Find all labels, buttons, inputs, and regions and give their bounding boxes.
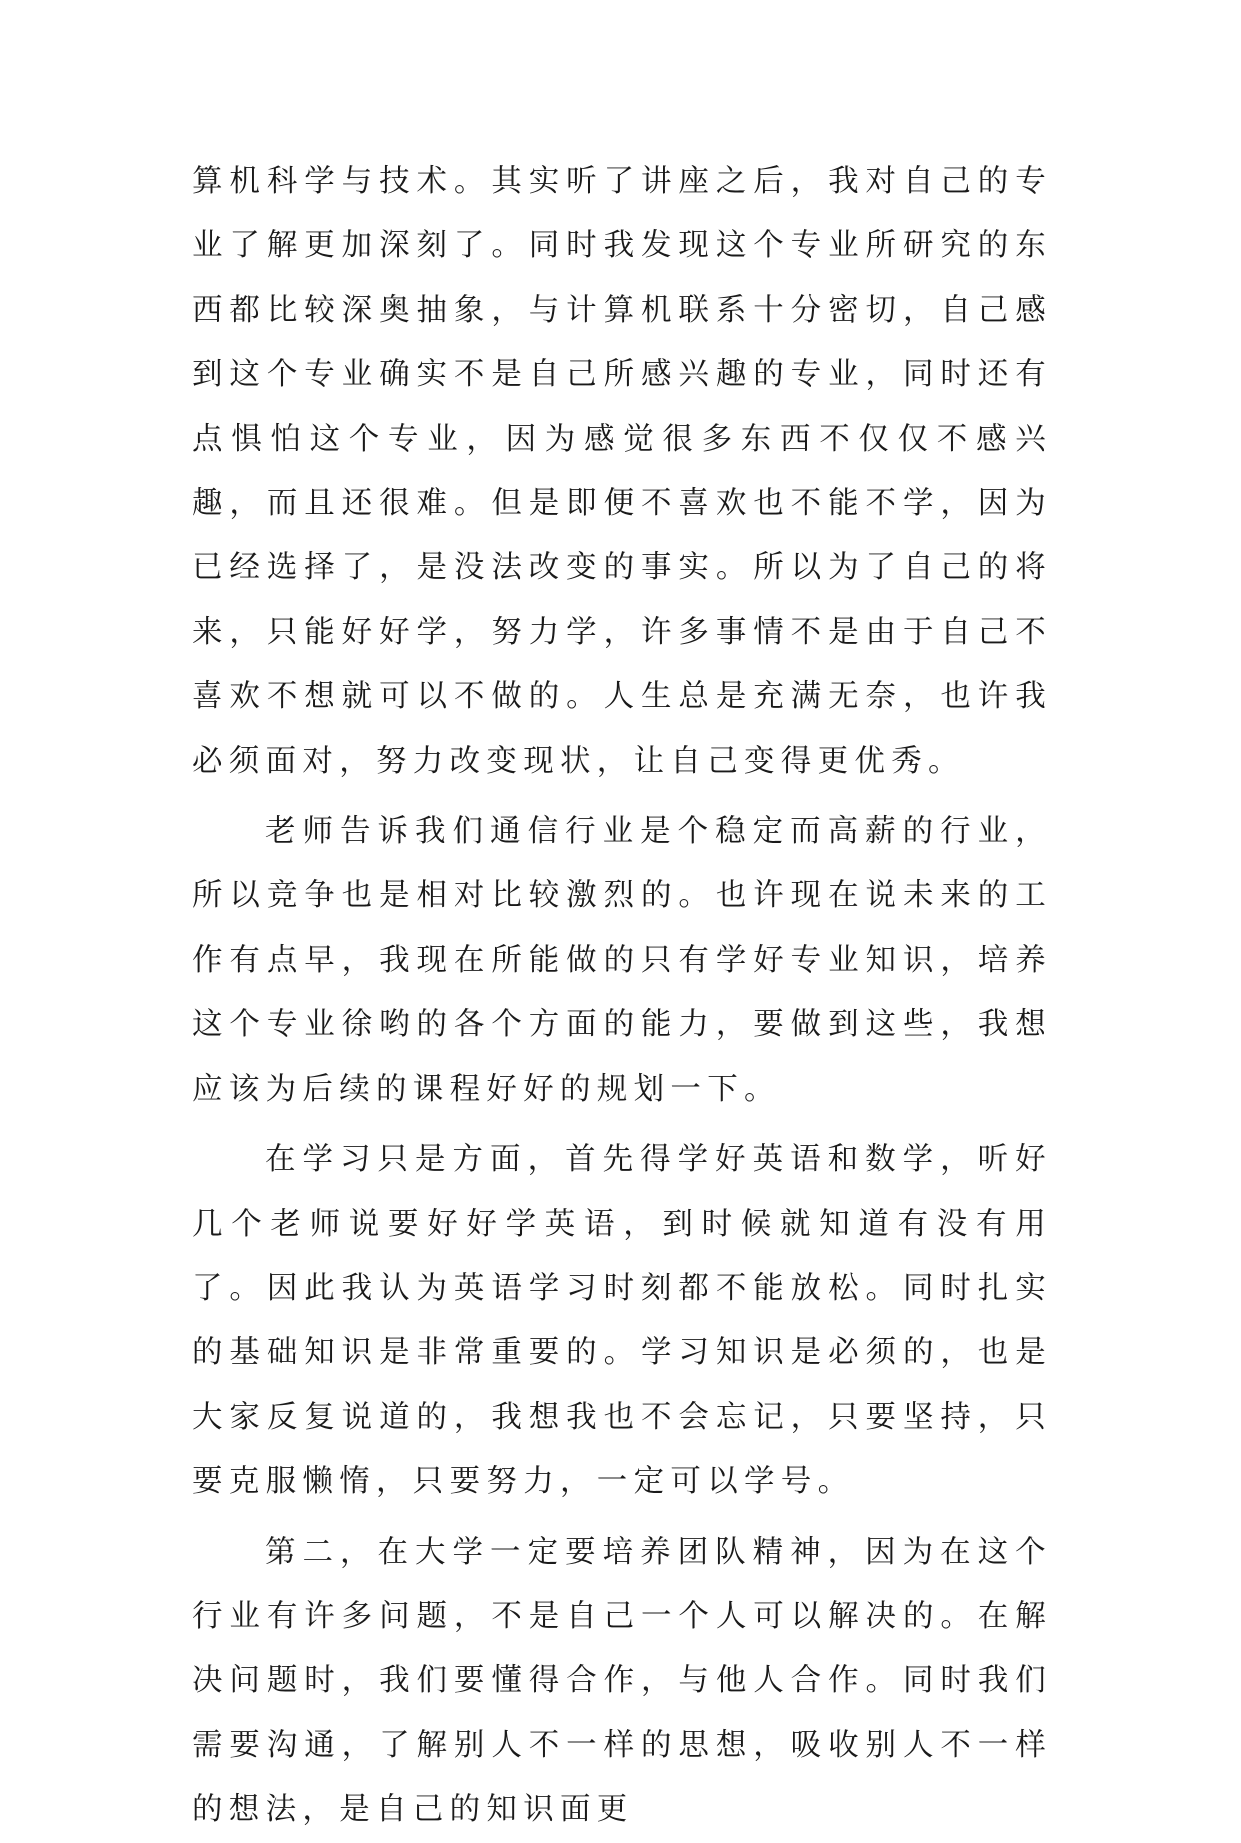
paragraph-2: 老师告诉我们通信行业是个稳定而高薪的行业，所以竞争也是相对比较激烈的。也许现在说未来的工作有点早，我现在所能做的只有学好专业知识，培养这个专业徐哟的各个方面的能力，要做到这些，我想应该为后续的课程好好的规划一下。 (192, 814, 1052, 1107)
document-page (192, 150, 1052, 1843)
paragraph-4: 第二，在大学一定要培养团队精神，因为在这个行业有许多问题，不是自己一个人可以解决的。在解决问题时，我们要懂得合作，与他人合作。同时我们需要沟通，了解别人不一样的思想，吸收别人不一样的想法，是自己的知识面更 (192, 1534, 1052, 1828)
paragraph-3: 在学习只是方面，首先得学好英语和数学，听好几个老师说要好好学英语，到时候就知道有没有用了。因此我认为英语学习时刻都不能放松。同时扎实的基础知识是非常重要的。学习知识是必须的，也是大家反复说道的，我想我也不会忘记，只要坚持，只要克服懒惰，只要努力，一定可以学号。 (192, 1142, 1052, 1500)
paragraph-1: 算机科学与技术。其实听了讲座之后，我对自己的专业了解更加深刻了。同时我发现这个专业所研究的东西都比较深奥抽象，与计算机联系十分密切，自己感到这个专业确实不是自己所感兴趣的专业，同时还有点惧怕这个专业，因为感觉很多东西不仅仅不感兴趣，而且还很难。但是即便不喜欢也不能不学，因为已经选择了，是没法改变的事实。所以为了自己的将来，只能好好学，努力学，许多事情不是由于自己不喜欢不想就可以不做的。人生总是充满无奈，也许我必须面对，努力改变现状，让自己变得更优秀。 (192, 164, 1052, 779)
